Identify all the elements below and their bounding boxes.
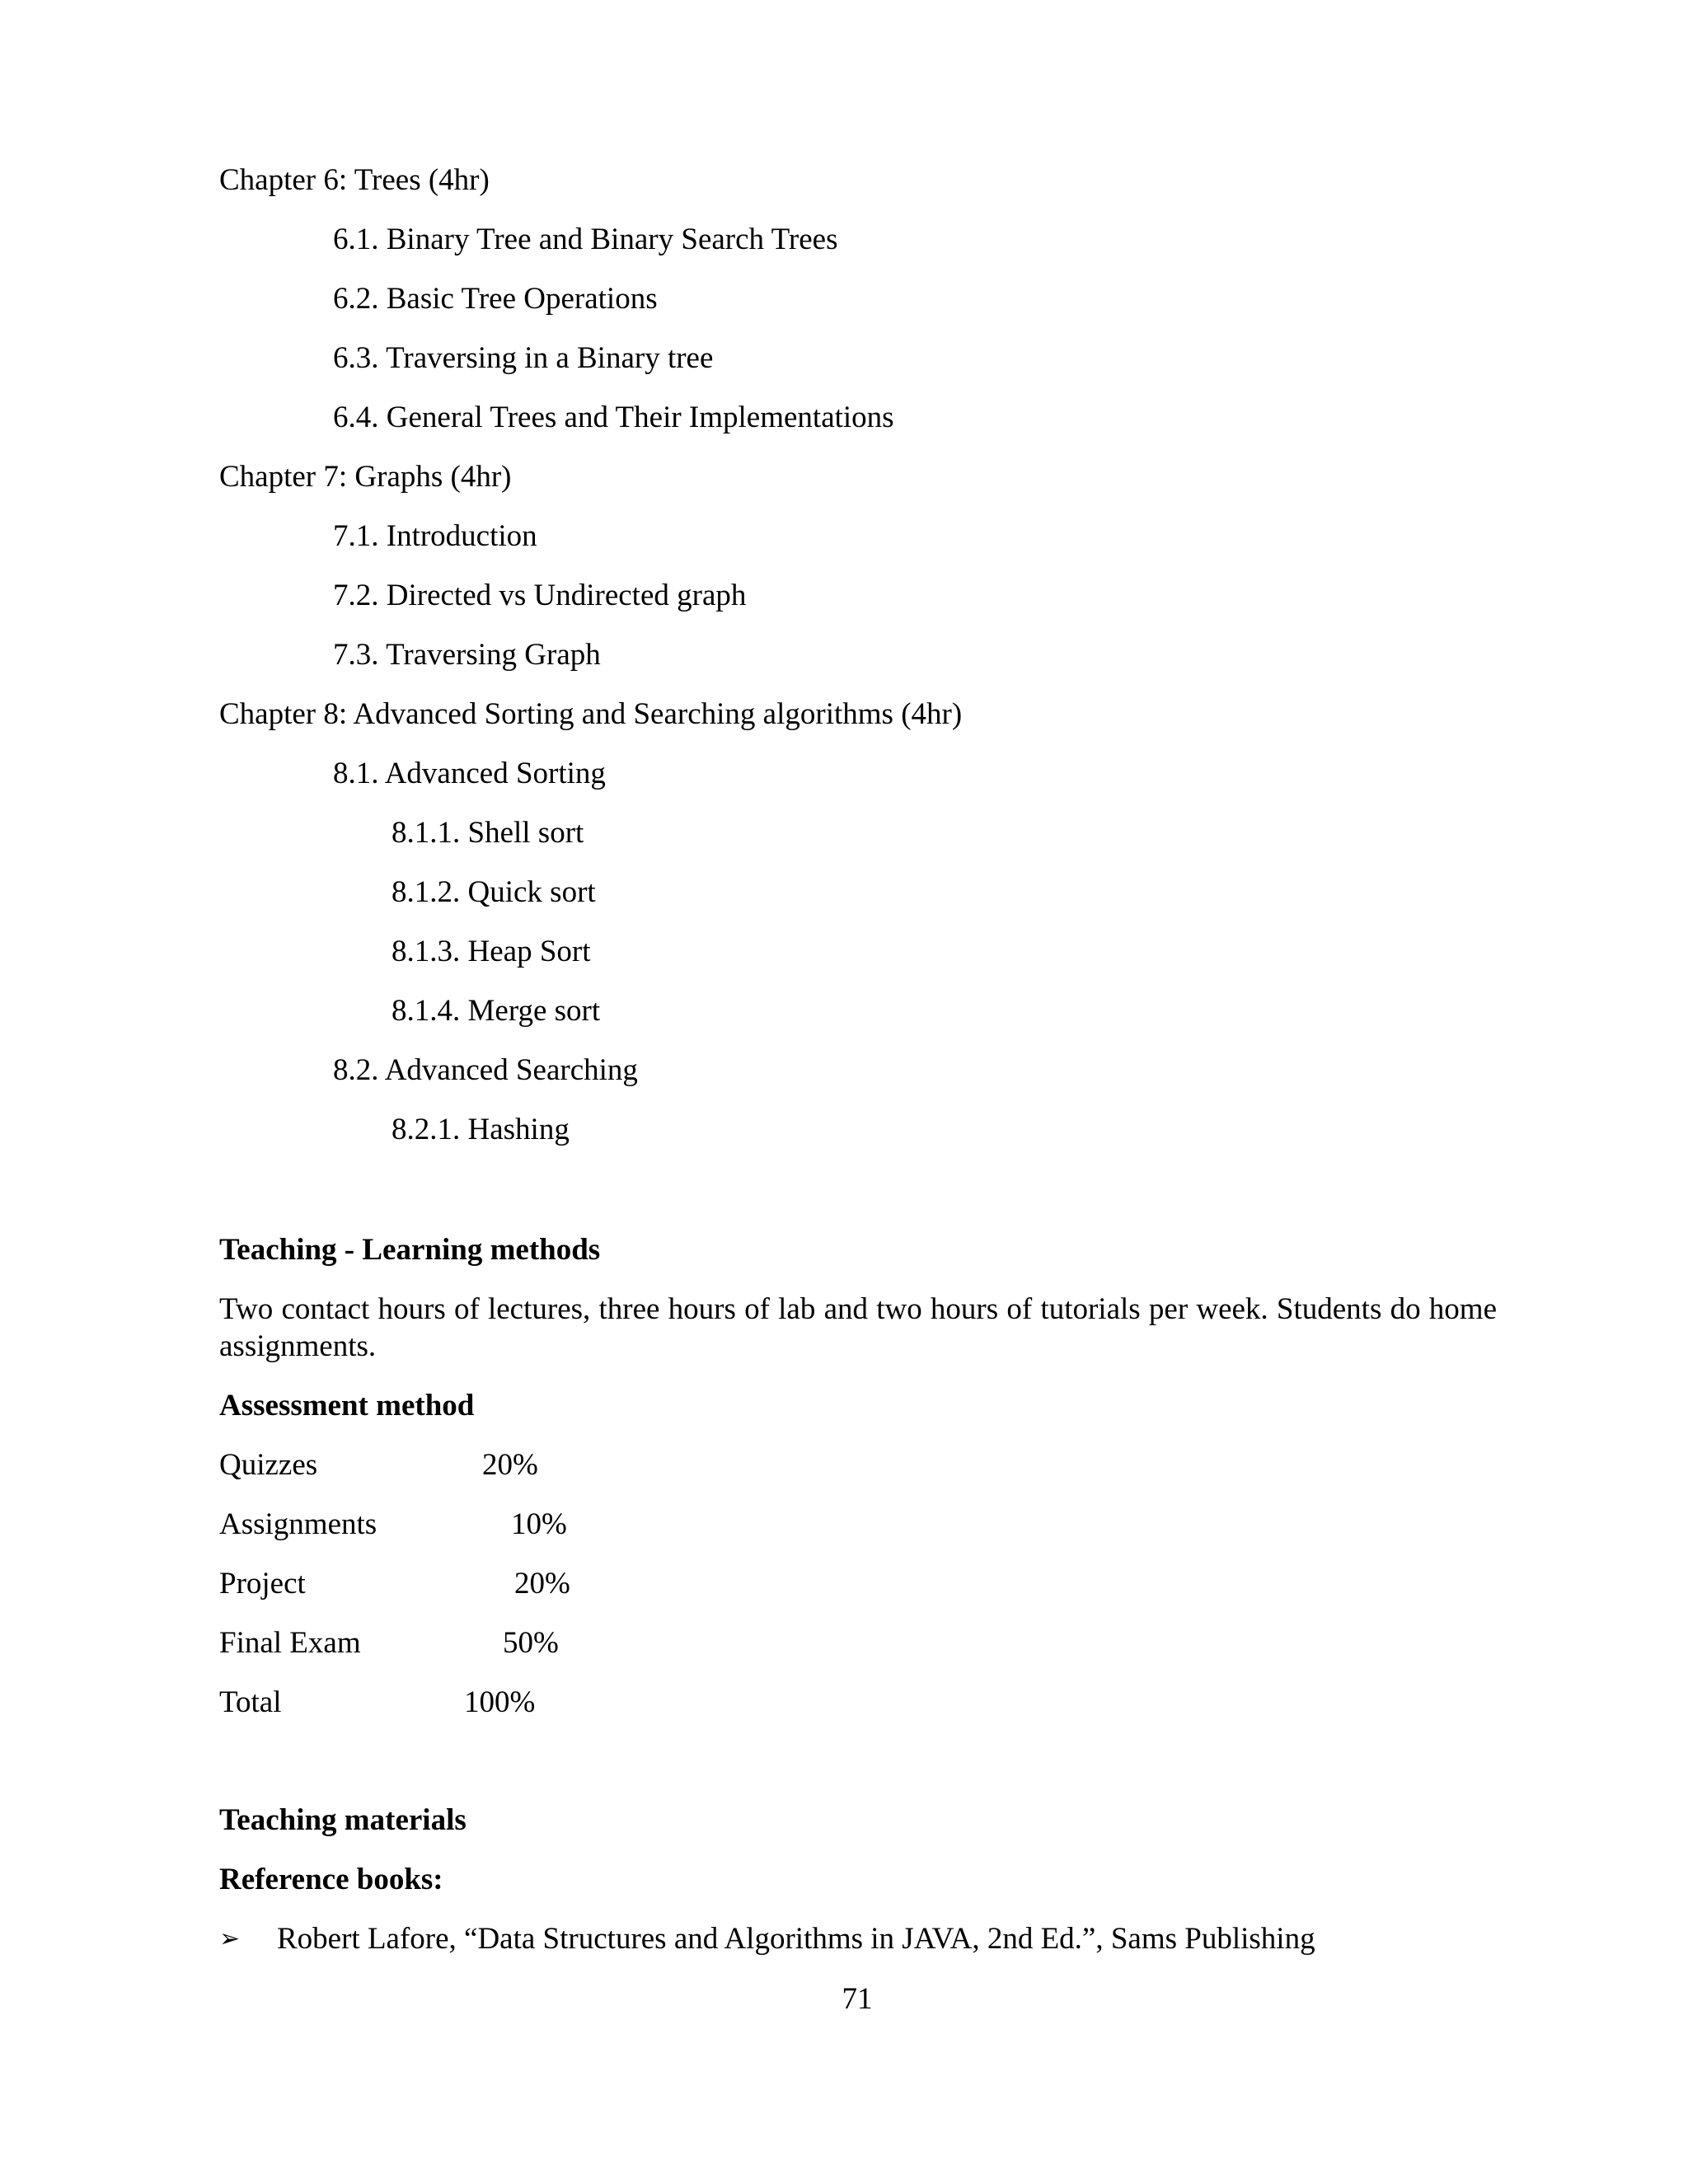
- assessment-value: 10%: [511, 1507, 567, 1541]
- assessment-value: 20%: [514, 1567, 570, 1601]
- page-number: 71: [842, 1982, 873, 2016]
- chapter-7-title: Chapter 7: Graphs (4hr): [219, 460, 512, 494]
- assessment-value: 20%: [482, 1448, 538, 1482]
- assessment-label: Total: [219, 1685, 282, 1719]
- chapter-7-item: 7.3. Traversing Graph: [333, 638, 601, 672]
- assessment-label: Assignments: [219, 1507, 377, 1541]
- chapter-6-item: 6.1. Binary Tree and Binary Search Trees: [333, 223, 838, 256]
- chapter-8-subitem: 8.1.1. Shell sort: [392, 816, 584, 850]
- bullet-arrow-icon: ➢: [219, 1925, 241, 1952]
- chapter-8-item: 8.1. Advanced Sorting: [333, 757, 606, 790]
- assessment-label: Project: [219, 1567, 306, 1601]
- chapter-6-item: 6.3. Traversing in a Binary tree: [333, 341, 714, 375]
- teaching-methods-text: Two contact hours of lectures, three hours of lab and two hours of tutorials per week. Students do home assignments.: [219, 1292, 1497, 1363]
- reference-books-heading: Reference books:: [219, 1863, 443, 1896]
- chapter-6-item: 6.4. General Trees and Their Implementations: [333, 401, 894, 434]
- assessment-value: 50%: [503, 1626, 559, 1660]
- assessment-label: Final Exam: [219, 1626, 361, 1660]
- assessment-heading: Assessment method: [219, 1389, 475, 1422]
- chapter-6-title: Chapter 6: Trees (4hr): [219, 163, 490, 197]
- chapter-8-subitem: 8.1.3. Heap Sort: [392, 935, 591, 968]
- chapter-8-title: Chapter 8: Advanced Sorting and Searching algorithms (4hr): [219, 697, 963, 731]
- assessment-label: Quizzes: [219, 1448, 318, 1482]
- chapter-8-subitem: 8.2.1. Hashing: [392, 1113, 570, 1146]
- chapter-7-item: 7.1. Introduction: [333, 519, 537, 553]
- assessment-value: 100%: [464, 1685, 536, 1719]
- reference-book-item: Robert Lafore, “Data Structures and Algorithms in JAVA, 2nd Ed.”, Sams Publishing: [277, 1922, 1315, 1956]
- teaching-methods-heading: Teaching - Learning methods: [219, 1233, 601, 1267]
- chapter-8-item: 8.2. Advanced Searching: [333, 1053, 638, 1087]
- chapter-8-subitem: 8.1.2. Quick sort: [392, 875, 596, 909]
- chapter-7-item: 7.2. Directed vs Undirected graph: [333, 579, 747, 612]
- chapter-6-item: 6.2. Basic Tree Operations: [333, 282, 658, 316]
- teaching-materials-heading: Teaching materials: [219, 1803, 467, 1837]
- chapter-8-subitem: 8.1.4. Merge sort: [392, 994, 601, 1028]
